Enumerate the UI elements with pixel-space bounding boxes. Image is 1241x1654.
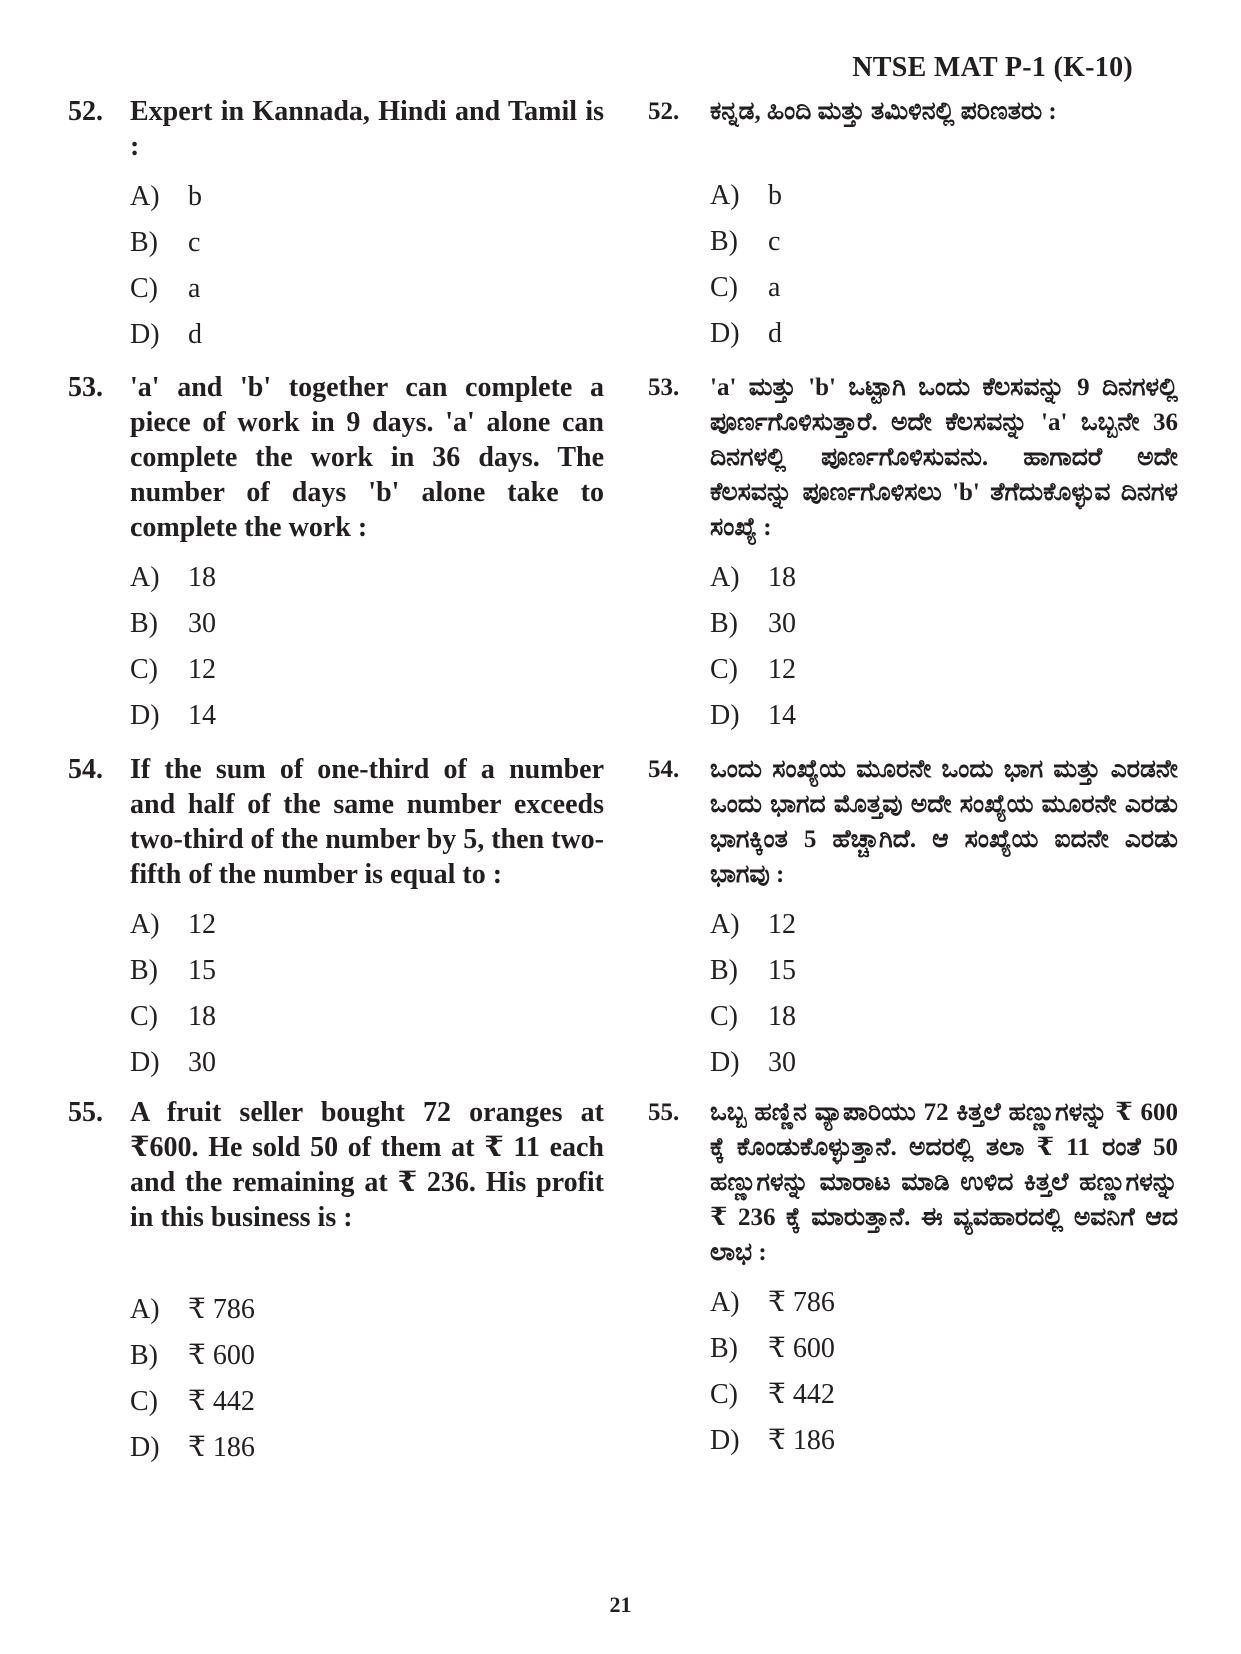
option-value: 12 <box>768 654 796 685</box>
options-list <box>68 902 604 1086</box>
option-value: ₹ 186 <box>768 1425 835 1456</box>
question-number: 54. <box>648 756 680 783</box>
option-label: D) <box>130 319 160 350</box>
options-list <box>648 1280 1178 1464</box>
option-a[interactable] <box>68 174 604 220</box>
option-label: A) <box>710 1287 740 1318</box>
option-d[interactable] <box>68 693 604 739</box>
option-a[interactable] <box>68 902 604 948</box>
question-54-en <box>68 752 604 1086</box>
option-label: A) <box>710 909 740 940</box>
option-b[interactable] <box>648 1326 1178 1372</box>
option-c[interactable] <box>648 994 1178 1040</box>
option-c[interactable] <box>68 994 604 1040</box>
option-label: D) <box>710 1047 740 1078</box>
option-label: A) <box>710 562 740 593</box>
question-53-kn <box>648 370 1178 739</box>
option-label: B) <box>130 1340 158 1371</box>
option-value: a <box>188 273 201 304</box>
option-value: 12 <box>768 909 796 940</box>
option-b[interactable] <box>648 601 1178 647</box>
question-text: ಒಂದು ಸಂಖ್ಯೆಯ ಮೂರನೇ ಒಂದು ಭಾಗ ಮತ್ತು ಎರಡನೇ ಒಂದು ಭಾಗದ ಮೊತ್ತವು ಅದೇ ಸಂಖ್ಯೆಯ ಮೂರನೇ ಎರಡು ಭಾಗಕ್ಕಿಂತ 5 ಹೆಚ್ಚಾಗಿದೆ. ಆ ಸಂಖ್ಯೆಯ ಐದನೇ ಎರಡು ಭಾಗವು : <box>710 756 1178 888</box>
option-label: A) <box>130 181 160 212</box>
option-value: 30 <box>188 608 216 639</box>
option-value: 14 <box>188 700 216 731</box>
options-list <box>648 555 1178 739</box>
option-a[interactable] <box>68 555 604 601</box>
option-label: D) <box>130 1047 160 1078</box>
question-55-en <box>68 1095 604 1471</box>
option-b[interactable] <box>68 1333 604 1379</box>
option-value: 15 <box>768 955 796 986</box>
options-list <box>68 174 604 358</box>
option-value: 30 <box>768 608 796 639</box>
option-value: 18 <box>188 562 216 593</box>
option-label: B) <box>710 1333 738 1364</box>
option-d[interactable] <box>648 693 1178 739</box>
option-c[interactable] <box>68 1379 604 1425</box>
option-a[interactable] <box>648 173 1178 219</box>
question-text: 'a' ಮತ್ತು 'b' ಒಟ್ಟಾಗಿ ಒಂದು ಕೆಲಸವನ್ನು 9 ದಿನಗಳಲ್ಲಿ ಪೂರ್ಣಗೊಳಿಸುತ್ತಾರೆ. ಅದೇ ಕೆಲಸವನ್ನು 'a' ಒಬ್ಬನೇ 36 ದಿನಗಳಲ್ಲಿ ಪೂರ್ಣಗೊಳಿಸುವನು. ಹಾಗಾದರೆ ಅದೇ ಕೆಲಸವನ್ನು ಪೂರ್ಣಗೊಳಿಸಲು 'b' ತೆಗೆದುಕೊಳ್ಳುವ ದಿನಗಳ ಸಂಖ್ಯೆ : <box>710 374 1178 541</box>
option-label: B) <box>710 608 738 639</box>
option-value: ₹ 600 <box>188 1340 255 1371</box>
option-label: C) <box>710 1001 738 1032</box>
option-label: A) <box>130 1294 160 1325</box>
options-list <box>648 173 1178 357</box>
option-value: 12 <box>188 909 216 940</box>
options-list <box>648 902 1178 1086</box>
question-text: A fruit seller bought 72 oranges at ₹600. He sold 50 of them at ₹ 11 each and the remaining at ₹ 236. His profit in this business is : <box>130 1097 604 1233</box>
option-a[interactable] <box>648 902 1178 948</box>
option-b[interactable] <box>648 948 1178 994</box>
question-number: 52. <box>68 96 103 127</box>
option-value: ₹ 600 <box>768 1333 835 1364</box>
options-list <box>68 555 604 739</box>
question-number: 52. <box>648 98 680 125</box>
option-value: d <box>188 319 202 350</box>
option-value: 18 <box>768 562 796 593</box>
option-value: 30 <box>188 1047 216 1078</box>
option-value: ₹ 186 <box>188 1432 255 1463</box>
question-53-en <box>68 370 604 739</box>
option-label: C) <box>130 1001 158 1032</box>
option-value: 12 <box>188 654 216 685</box>
option-value: ₹ 442 <box>768 1379 835 1410</box>
question-text: ಕನ್ನಡ, ಹಿಂದಿ ಮತ್ತು ತಮಿಳಿನಲ್ಲಿ ಪರಿಣತರು : <box>710 98 1057 125</box>
option-a[interactable] <box>68 1287 604 1333</box>
option-value: 15 <box>188 955 216 986</box>
option-value: ₹ 786 <box>768 1287 835 1318</box>
question-52-en <box>68 94 604 358</box>
option-c[interactable] <box>648 1372 1178 1418</box>
option-d[interactable] <box>648 1040 1178 1086</box>
option-label: D) <box>710 318 740 349</box>
option-value: 14 <box>768 700 796 731</box>
option-value: ₹ 786 <box>188 1294 255 1325</box>
option-label: C) <box>710 654 738 685</box>
option-b[interactable] <box>68 601 604 647</box>
option-c[interactable] <box>68 647 604 693</box>
question-text: ಒಬ್ಬ ಹಣ್ಣಿನ ವ್ಯಾಪಾರಿಯು 72 ಕಿತ್ತಲೆ ಹಣ್ಣುಗಳನ್ನು ₹ 600 ಕ್ಕೆ ಕೊಂಡುಕೊಳ್ಳುತ್ತಾನೆ. ಅದರಲ್ಲಿ ತಲಾ ₹ 11 ರಂತೆ 50 ಹಣ್ಣುಗಳನ್ನು ಮಾರಾಟ ಮಾಡಿ ಉಳಿದ ಕಿತ್ತಲೆ ಹಣ್ಣುಗಳನ್ನು ₹ 236 ಕ್ಕೆ ಮಾರುತ್ತಾನೆ. ಈ ವ್ಯವಹಾರದಲ್ಲಿ ಅವನಿಗೆ ಆದ ಲಾಭ : <box>710 1099 1178 1266</box>
question-number: 55. <box>648 1099 680 1126</box>
option-label: D) <box>710 700 740 731</box>
option-c[interactable] <box>648 265 1178 311</box>
question-number: 53. <box>68 372 103 403</box>
options-list <box>68 1287 604 1471</box>
option-label: A) <box>710 180 740 211</box>
option-d[interactable] <box>68 312 604 358</box>
option-label: C) <box>130 273 158 304</box>
option-label: D) <box>130 1432 160 1463</box>
option-label: C) <box>130 1386 158 1417</box>
option-value: d <box>768 318 782 349</box>
option-label: A) <box>130 909 160 940</box>
option-value: c <box>188 227 201 258</box>
option-label: B) <box>130 227 158 258</box>
option-d[interactable] <box>68 1425 604 1471</box>
option-b[interactable] <box>648 219 1178 265</box>
question-text: If the sum of one-third of a number and half of the same number exceeds two-third of the number by 5, then two- fifth of the number is equal to : <box>130 754 604 890</box>
option-label: B) <box>130 608 158 639</box>
option-label: B) <box>130 955 158 986</box>
option-b[interactable] <box>68 948 604 994</box>
option-label: C) <box>130 654 158 685</box>
question-text: 'a' and 'b' together can complete a piece of work in 9 days. 'a' alone can complete the work in 36 days. The number of days 'b' alone take to complete the work : <box>130 372 604 543</box>
option-label: A) <box>130 562 160 593</box>
question-number: 54. <box>68 754 103 785</box>
option-a[interactable] <box>648 555 1178 601</box>
option-value: 18 <box>188 1001 216 1032</box>
option-value: b <box>188 181 202 212</box>
question-number: 53. <box>648 374 680 401</box>
option-c[interactable] <box>648 647 1178 693</box>
option-b[interactable] <box>68 220 604 266</box>
option-d[interactable] <box>648 311 1178 357</box>
question-number: 55. <box>68 1097 103 1128</box>
option-d[interactable] <box>68 1040 604 1086</box>
option-c[interactable] <box>68 266 604 312</box>
option-label: B) <box>710 226 738 257</box>
option-label: C) <box>710 1379 738 1410</box>
option-label: D) <box>130 700 160 731</box>
question-54-kn <box>648 752 1178 1086</box>
question-text: Expert in Kannada, Hindi and Tamil is : <box>130 96 604 162</box>
option-value: 18 <box>768 1001 796 1032</box>
option-value: 30 <box>768 1047 796 1078</box>
option-label: B) <box>710 955 738 986</box>
question-55-kn <box>648 1095 1178 1464</box>
page-number: 21 <box>609 1592 632 1617</box>
option-value: a <box>768 272 781 303</box>
option-label: D) <box>710 1425 740 1456</box>
option-value: b <box>768 180 782 211</box>
option-d[interactable] <box>648 1418 1178 1464</box>
question-52-kn <box>648 94 1178 357</box>
option-value: c <box>768 226 781 257</box>
option-value: ₹ 442 <box>188 1386 255 1417</box>
page-header: NTSE MAT P-1 (K-10) <box>852 52 1133 83</box>
option-label: C) <box>710 272 738 303</box>
option-a[interactable] <box>648 1280 1178 1326</box>
